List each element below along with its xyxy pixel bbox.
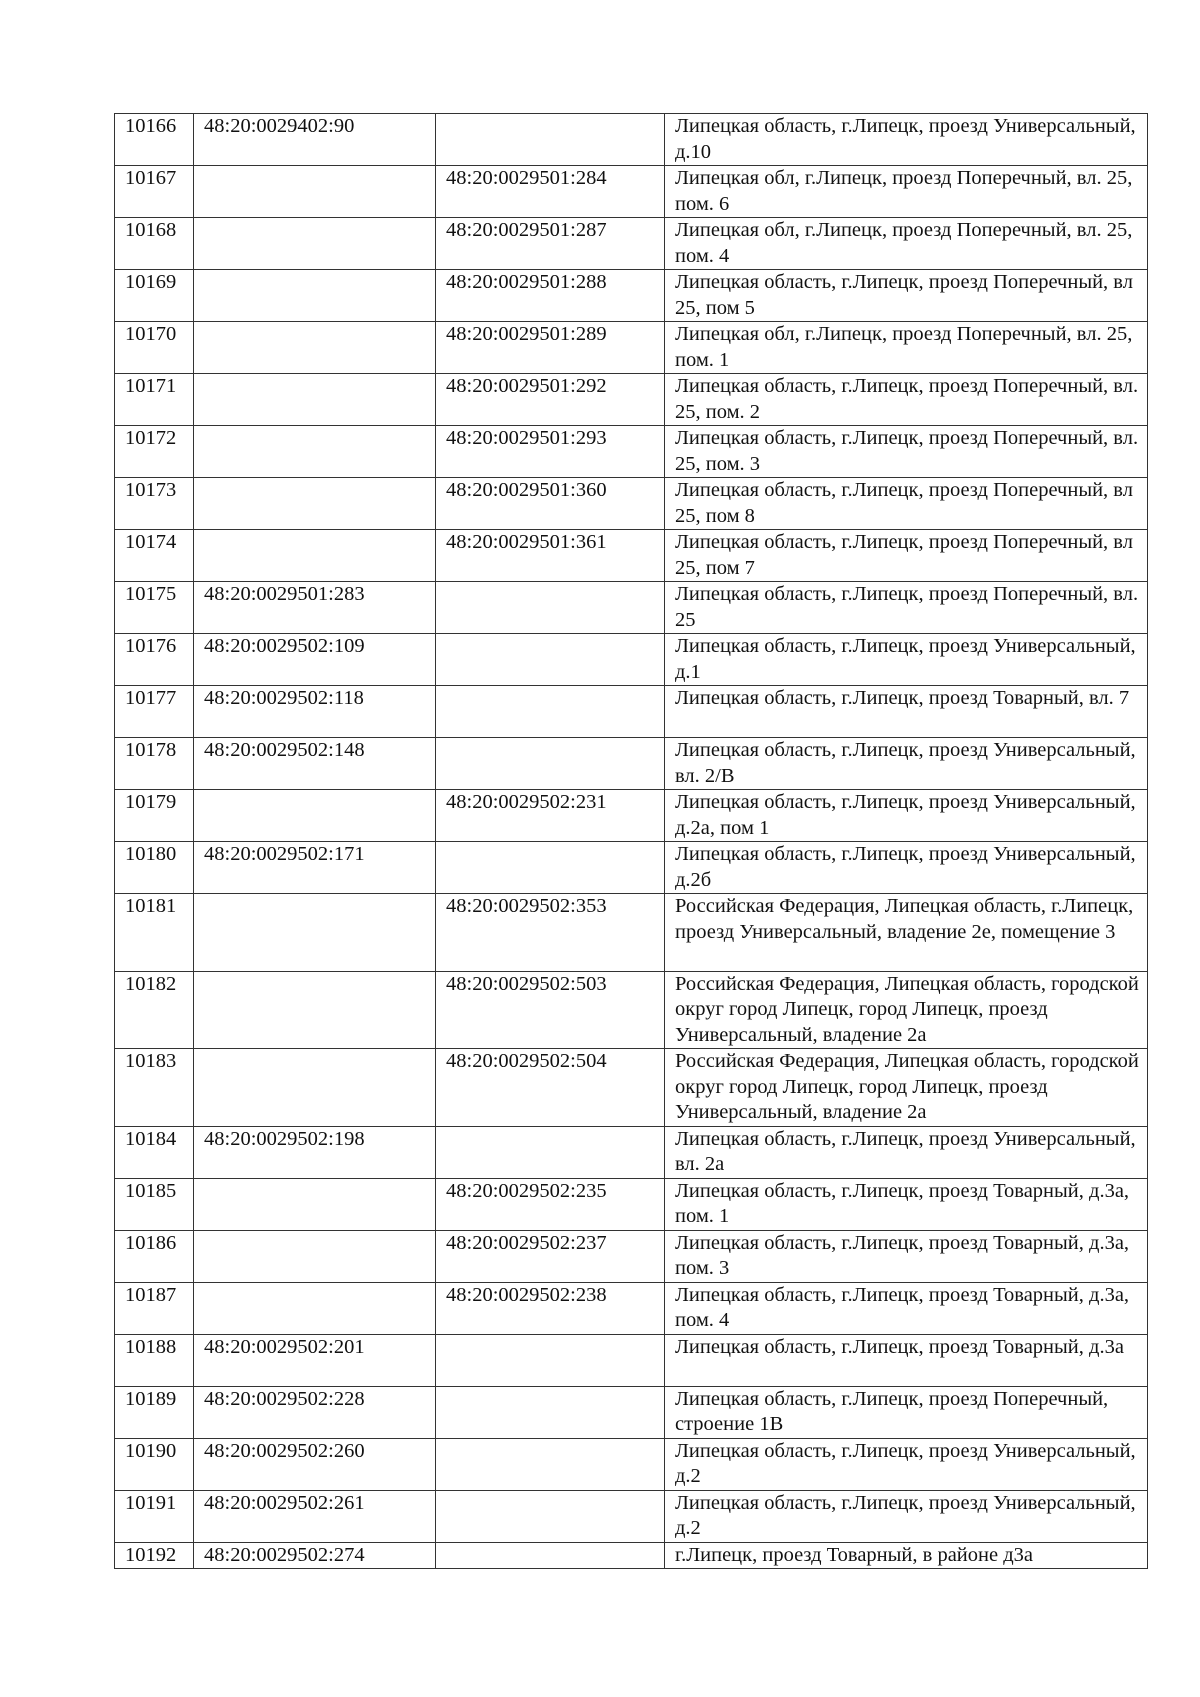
row-number-cell: 10174 bbox=[115, 530, 194, 582]
land-cadastral-number-cell bbox=[194, 166, 436, 218]
row-number-cell: 10189 bbox=[115, 1386, 194, 1438]
address-cell: Липецкая область, г.Липецк, проезд Поперечный, вл 25, пом 8 bbox=[665, 478, 1148, 530]
table-row bbox=[115, 218, 1148, 270]
object-cadastral-number-cell bbox=[436, 842, 665, 894]
land-cadastral-number-cell bbox=[194, 1178, 436, 1230]
object-cadastral-number-cell bbox=[436, 686, 665, 738]
row-number-cell: 10172 bbox=[115, 426, 194, 478]
row-number-cell: 10167 bbox=[115, 166, 194, 218]
address-cell: Липецкая область, г.Липецк, проезд Поперечный, вл. 25 bbox=[665, 582, 1148, 634]
table-row bbox=[115, 1178, 1148, 1230]
row-number-cell: 10186 bbox=[115, 1230, 194, 1282]
table-row bbox=[115, 374, 1148, 426]
table-row bbox=[115, 166, 1148, 218]
table-row bbox=[115, 322, 1148, 374]
table-row bbox=[115, 1490, 1148, 1542]
table-row bbox=[115, 114, 1148, 166]
address-cell: Липецкая область, г.Липецк, проезд Универсальный, д.2 bbox=[665, 1490, 1148, 1542]
land-cadastral-number-cell bbox=[194, 270, 436, 322]
table-row bbox=[115, 270, 1148, 322]
land-cadastral-number-cell: 48:20:0029501:283 bbox=[194, 582, 436, 634]
table-row bbox=[115, 842, 1148, 894]
row-number-cell: 10180 bbox=[115, 842, 194, 894]
table-row bbox=[115, 1230, 1148, 1282]
land-cadastral-number-cell: 48:20:0029502:274 bbox=[194, 1542, 436, 1569]
object-cadastral-number-cell bbox=[436, 1490, 665, 1542]
land-cadastral-number-cell bbox=[194, 374, 436, 426]
address-cell: Липецкая область, г.Липецк, проезд Товарный, д.3а, пом. 4 bbox=[665, 1282, 1148, 1334]
row-number-cell: 10183 bbox=[115, 1049, 194, 1127]
land-cadastral-number-cell: 48:20:0029502:109 bbox=[194, 634, 436, 686]
object-cadastral-number-cell: 48:20:0029502:238 bbox=[436, 1282, 665, 1334]
object-cadastral-number-cell: 48:20:0029501:287 bbox=[436, 218, 665, 270]
table-row bbox=[115, 1334, 1148, 1386]
table-row bbox=[115, 1126, 1148, 1178]
object-cadastral-number-cell bbox=[436, 114, 665, 166]
object-cadastral-number-cell bbox=[436, 1126, 665, 1178]
land-cadastral-number-cell bbox=[194, 218, 436, 270]
object-cadastral-number-cell bbox=[436, 582, 665, 634]
address-cell: Липецкая область, г.Липецк, проезд Универсальный, д.1 bbox=[665, 634, 1148, 686]
row-number-cell: 10181 bbox=[115, 894, 194, 972]
registry-table-body bbox=[115, 114, 1148, 1569]
address-cell: Липецкая область, г.Липецк, проезд Поперечный, вл 25, пом 7 bbox=[665, 530, 1148, 582]
land-cadastral-number-cell bbox=[194, 322, 436, 374]
object-cadastral-number-cell bbox=[436, 1542, 665, 1569]
land-cadastral-number-cell bbox=[194, 478, 436, 530]
address-cell: Российская Федерация, Липецкая область, городской округ город Липецк, город Липецк, проезд Универсальный, владение 2а bbox=[665, 1049, 1148, 1127]
land-cadastral-number-cell bbox=[194, 894, 436, 972]
address-cell: Липецкая обл, г.Липецк, проезд Поперечный, вл. 25, пом. 6 bbox=[665, 166, 1148, 218]
registry-table bbox=[114, 113, 1148, 1569]
address-cell: Липецкая область, г.Липецк, проезд Универсальный, д.2 bbox=[665, 1438, 1148, 1490]
address-cell: Липецкая область, г.Липецк, проезд Товарный, д.3а bbox=[665, 1334, 1148, 1386]
table-row bbox=[115, 738, 1148, 790]
object-cadastral-number-cell bbox=[436, 1334, 665, 1386]
object-cadastral-number-cell: 48:20:0029501:284 bbox=[436, 166, 665, 218]
object-cadastral-number-cell: 48:20:0029501:361 bbox=[436, 530, 665, 582]
land-cadastral-number-cell: 48:20:0029502:148 bbox=[194, 738, 436, 790]
row-number-cell: 10168 bbox=[115, 218, 194, 270]
row-number-cell: 10178 bbox=[115, 738, 194, 790]
table-row bbox=[115, 1438, 1148, 1490]
table-row bbox=[115, 894, 1148, 972]
row-number-cell: 10191 bbox=[115, 1490, 194, 1542]
row-number-cell: 10171 bbox=[115, 374, 194, 426]
table-row bbox=[115, 790, 1148, 842]
row-number-cell: 10169 bbox=[115, 270, 194, 322]
object-cadastral-number-cell bbox=[436, 1386, 665, 1438]
object-cadastral-number-cell bbox=[436, 634, 665, 686]
row-number-cell: 10184 bbox=[115, 1126, 194, 1178]
object-cadastral-number-cell: 48:20:0029502:231 bbox=[436, 790, 665, 842]
address-cell: Липецкая область, г.Липецк, проезд Поперечный, вл. 25, пом. 3 bbox=[665, 426, 1148, 478]
address-cell: Липецкая обл, г.Липецк, проезд Поперечный, вл. 25, пом. 1 bbox=[665, 322, 1148, 374]
object-cadastral-number-cell: 48:20:0029501:293 bbox=[436, 426, 665, 478]
table-row bbox=[115, 1542, 1148, 1569]
address-cell: Липецкая область, г.Липецк, проезд Поперечный, вл 25, пом 5 bbox=[665, 270, 1148, 322]
row-number-cell: 10192 bbox=[115, 1542, 194, 1569]
address-cell: Липецкая область, г.Липецк, проезд Товарный, д.3а, пом. 1 bbox=[665, 1178, 1148, 1230]
row-number-cell: 10185 bbox=[115, 1178, 194, 1230]
address-cell: г.Липецк, проезд Товарный, в районе д3а bbox=[665, 1542, 1148, 1569]
address-cell: Липецкая область, г.Липецк, проезд Товарный, д.3а, пом. 3 bbox=[665, 1230, 1148, 1282]
land-cadastral-number-cell: 48:20:0029502:261 bbox=[194, 1490, 436, 1542]
table-row bbox=[115, 530, 1148, 582]
row-number-cell: 10170 bbox=[115, 322, 194, 374]
object-cadastral-number-cell: 48:20:0029502:237 bbox=[436, 1230, 665, 1282]
land-cadastral-number-cell: 48:20:0029402:90 bbox=[194, 114, 436, 166]
object-cadastral-number-cell: 48:20:0029502:235 bbox=[436, 1178, 665, 1230]
table-row bbox=[115, 582, 1148, 634]
address-cell: Липецкая область, г.Липецк, проезд Универсальный, вл. 2а bbox=[665, 1126, 1148, 1178]
table-row bbox=[115, 971, 1148, 1049]
land-cadastral-number-cell: 48:20:0029502:201 bbox=[194, 1334, 436, 1386]
land-cadastral-number-cell: 48:20:0029502:198 bbox=[194, 1126, 436, 1178]
table-row bbox=[115, 686, 1148, 738]
row-number-cell: 10176 bbox=[115, 634, 194, 686]
land-cadastral-number-cell bbox=[194, 426, 436, 478]
row-number-cell: 10173 bbox=[115, 478, 194, 530]
table-row bbox=[115, 1282, 1148, 1334]
land-cadastral-number-cell bbox=[194, 790, 436, 842]
row-number-cell: 10166 bbox=[115, 114, 194, 166]
address-cell: Липецкая область, г.Липецк, проезд Универсальный, д.2б bbox=[665, 842, 1148, 894]
row-number-cell: 10177 bbox=[115, 686, 194, 738]
address-cell: Российская Федерация, Липецкая область, городской округ город Липецк, город Липецк, проезд Универсальный, владение 2а bbox=[665, 971, 1148, 1049]
address-cell: Липецкая область, г.Липецк, проезд Поперечный, строение 1В bbox=[665, 1386, 1148, 1438]
row-number-cell: 10179 bbox=[115, 790, 194, 842]
table-row bbox=[115, 634, 1148, 686]
address-cell: Липецкая область, г.Липецк, проезд Товарный, вл. 7 bbox=[665, 686, 1148, 738]
object-cadastral-number-cell: 48:20:0029502:504 bbox=[436, 1049, 665, 1127]
land-cadastral-number-cell bbox=[194, 530, 436, 582]
row-number-cell: 10175 bbox=[115, 582, 194, 634]
object-cadastral-number-cell bbox=[436, 738, 665, 790]
address-cell: Липецкая область, г.Липецк, проезд Универсальный, д.10 bbox=[665, 114, 1148, 166]
row-number-cell: 10182 bbox=[115, 971, 194, 1049]
land-cadastral-number-cell bbox=[194, 971, 436, 1049]
address-cell: Липецкая область, г.Липецк, проезд Универсальный, вл. 2/В bbox=[665, 738, 1148, 790]
table-row bbox=[115, 1386, 1148, 1438]
land-cadastral-number-cell: 48:20:0029502:228 bbox=[194, 1386, 436, 1438]
object-cadastral-number-cell bbox=[436, 1438, 665, 1490]
land-cadastral-number-cell bbox=[194, 1230, 436, 1282]
object-cadastral-number-cell: 48:20:0029501:288 bbox=[436, 270, 665, 322]
object-cadastral-number-cell: 48:20:0029502:353 bbox=[436, 894, 665, 972]
table-row bbox=[115, 478, 1148, 530]
row-number-cell: 10190 bbox=[115, 1438, 194, 1490]
table-row bbox=[115, 1049, 1148, 1127]
address-cell: Липецкая обл, г.Липецк, проезд Поперечный, вл. 25, пом. 4 bbox=[665, 218, 1148, 270]
object-cadastral-number-cell: 48:20:0029501:292 bbox=[436, 374, 665, 426]
land-cadastral-number-cell: 48:20:0029502:260 bbox=[194, 1438, 436, 1490]
address-cell: Российская Федерация, Липецкая область, г.Липецк, проезд Универсальный, владение 2е, помещение 3 bbox=[665, 894, 1148, 972]
land-cadastral-number-cell bbox=[194, 1282, 436, 1334]
address-cell: Липецкая область, г.Липецк, проезд Поперечный, вл. 25, пом. 2 bbox=[665, 374, 1148, 426]
object-cadastral-number-cell: 48:20:0029501:289 bbox=[436, 322, 665, 374]
row-number-cell: 10187 bbox=[115, 1282, 194, 1334]
table-row bbox=[115, 426, 1148, 478]
row-number-cell: 10188 bbox=[115, 1334, 194, 1386]
land-cadastral-number-cell: 48:20:0029502:118 bbox=[194, 686, 436, 738]
land-cadastral-number-cell: 48:20:0029502:171 bbox=[194, 842, 436, 894]
address-cell: Липецкая область, г.Липецк, проезд Универсальный, д.2а, пом 1 bbox=[665, 790, 1148, 842]
object-cadastral-number-cell: 48:20:0029501:360 bbox=[436, 478, 665, 530]
land-cadastral-number-cell bbox=[194, 1049, 436, 1127]
object-cadastral-number-cell: 48:20:0029502:503 bbox=[436, 971, 665, 1049]
